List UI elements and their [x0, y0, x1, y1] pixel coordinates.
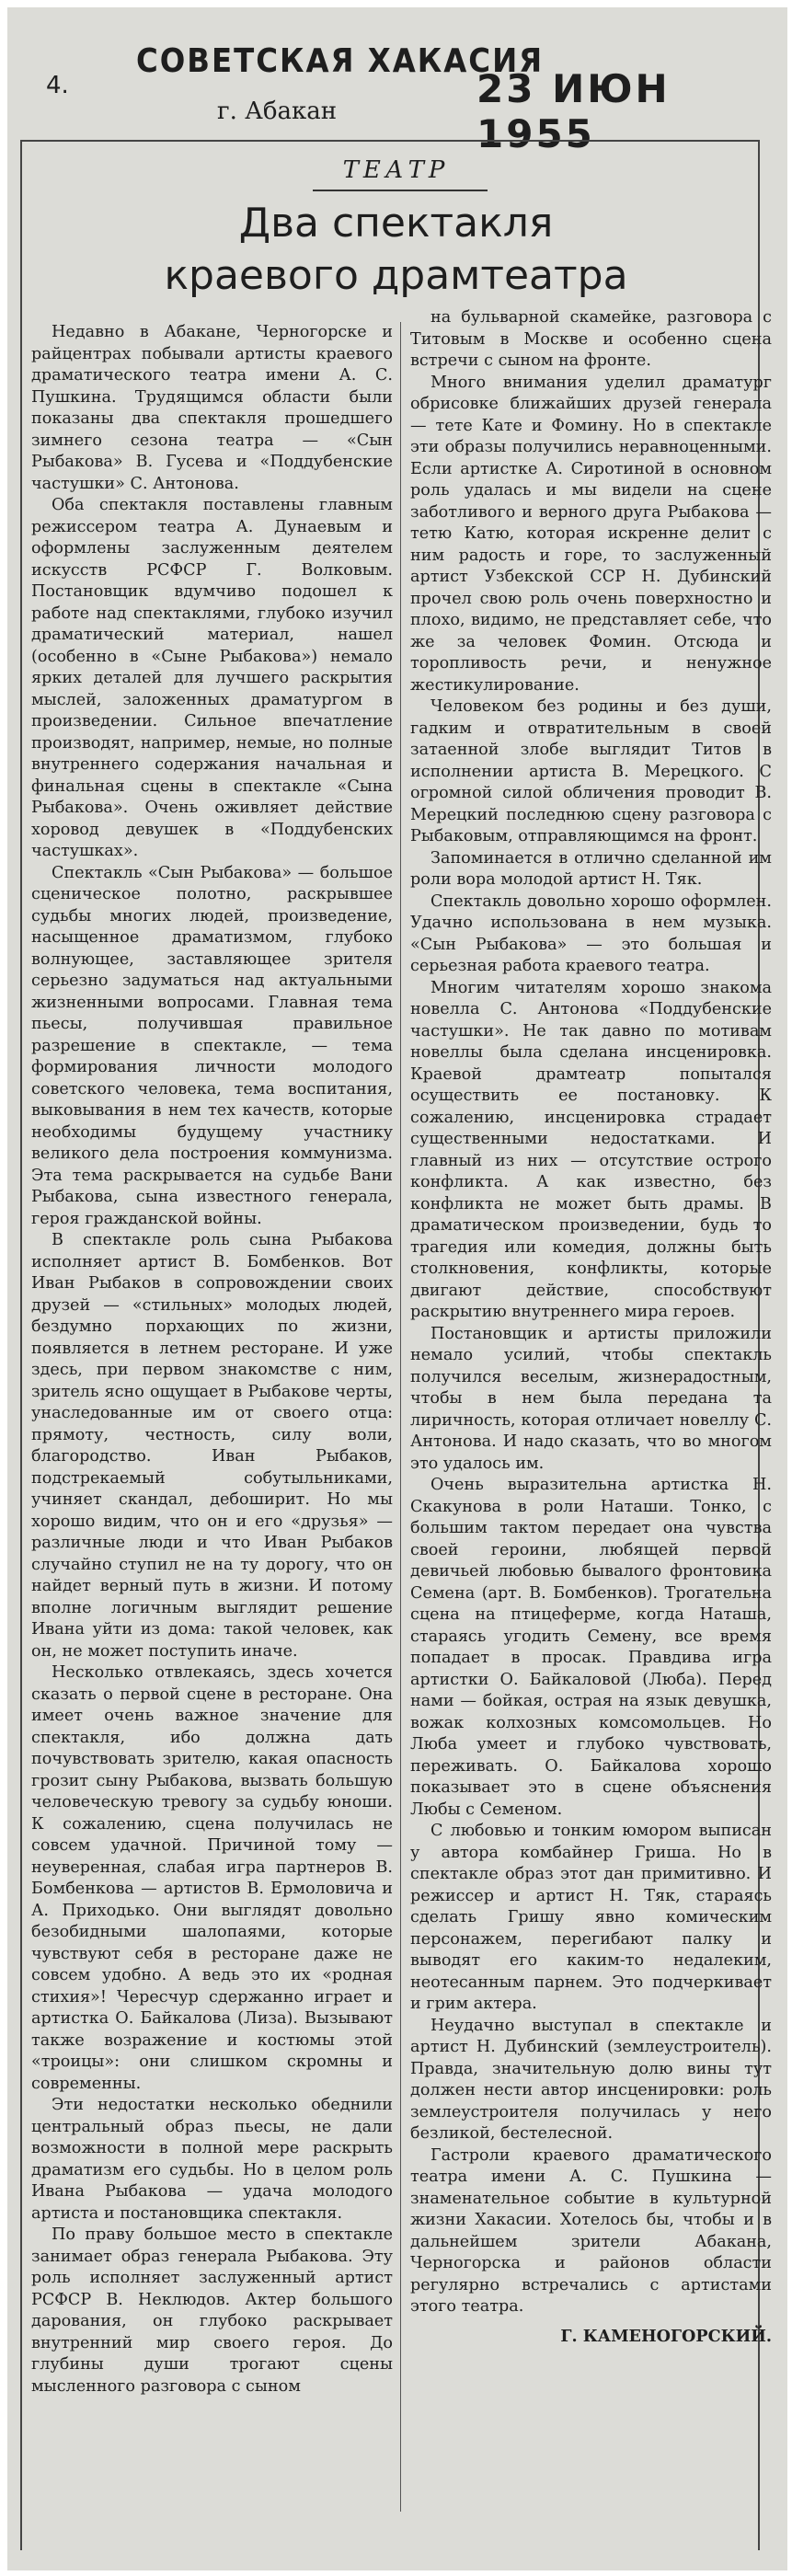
title-line-2: краевого драмтеатра: [164, 252, 628, 299]
paragraph: Многим читателям хорошо знакома новелла С. Антонова «Поддубенские частушки». Не так давно по мотивам новеллы была сделана инсценировка. Краевой драмтеатр попытался осуществить ее постановку. К сожалению, инсценировка страдает существенными недостатками. И главный из них — отсутствие острого конфликта. А как известно, без конфликта не может быть драмы. В драматическом произведении, будь то трагедия или комедия, должны быть столкновения, конфликты, которые двигают действие, способствуют раскрытию внутреннего мира героев.: [410, 978, 772, 1321]
paragraph: Очень выразительна артистка Н. Скакунова в роли Наташи. Тонко, с большим тактом передает она чувства своей героини, любящей первой девичьей любовью бывалого фронтовика Семена (арт. В. Бомбенков). Трогательна сцена на птицеферме, когда Наташа, стараясь угодить Семену, все время попадает в просак. Правдива игра артистки О. Байкаловой (Люба). Перед нами — бойкая, острая на язык девушка, вожак колхозных комсомольцев. Но Люба умеет и глубоко чувствовать, переживать. О. Байкалова хорошо показывает это в сцене объяснения Любы с Семеном.: [410, 1476, 772, 1819]
column-divider: [400, 322, 401, 2512]
paragraph: Оба спектакля поставлены главным режиссером театра А. Дунаевым и оформлены заслуженным деятелем искусств РСФСР Г. Волковым. Постановщик вдумчиво подошел к работе над спектаклями, глубоко изучил драматический материал, нашел (особенно в «Сыне Рыбакова») немало ярких деталей для лучшего раскрытия мыслей, заложенных драматургом в произведении. Сильное впечатление производят, например, немые, но полные внутреннего содержания начальная и финальная сцены в спектакле «Сына Рыбакова». Очень оживляет действие хоровод девушек в «Поддубенских частушках».: [31, 496, 393, 860]
city-stamp: г. Абакан: [217, 98, 338, 125]
paragraph: Гастроли краевого драматического театра имени А. С. Пушкина — знаменательное событие в культурной жизни Хакасии. Хотелось бы, чтобы и в дальнейшем зрители Абакана, Черногорска и районов области регулярно встречались с артистами этого театра.: [410, 2145, 772, 2316]
paragraph: Спектакль «Сын Рыбакова» — большое сценическое полотно, раскрывшее судьбы многих людей, произведение, насыщенное драматизмом, глубоко волнующее, заставляющее зрителя серьезно задуматься над актуальными жизненными вопросами. Главная тема пьесы, получившая правильное разрешение в спектакле, — тема формирования личности молодого советского человека, тема воспитания, выковывания в нем тех качеств, которые необходимы будущему участнику великого дела построения коммунизма. Эта тема раскрывается на судьбе Вани Рыбакова, сына известного генерала, героя гражданской войны.: [31, 863, 393, 1228]
paragraph: По праву большое место в спектакле занимает образ генерала Рыбакова. Эту роль исполняет заслуженный артист РСФСР В. Неклюдов. Актер большого дарования, он глубоко раскрывает внутренний мир своего героя. До глубины души трогают сцены мысленного разговора с сыном: [31, 2225, 393, 2396]
clipping-header: [17, 17, 771, 156]
article-title: [0, 197, 792, 302]
paragraph: С любовью и тонким юмором выписан у автора комбайнер Гриша. Но в спектакле образ этот дан примитивно. И режиссер и артист Н. Тяк, стараясь сделать Гришу явно комическим персонажем, перегибают палку и выводят его каким-то недалеким, неотесанным парнем. Это подчеркивает и грим актера.: [410, 1822, 772, 2013]
archive-reference: 4.: [46, 72, 69, 99]
title-line-1: Два спектакля: [238, 200, 554, 247]
paragraph: Много внимания уделил драматург обрисовке ближайших друзей генерала — тете Кате и Фомину. Но в спектакле эти образы получились неравноценными. Если артистке А. Сиротиной в основном роль удалась и мы видели на сцене заботливого и верного друга Рыбакова — тетю Катю, которая искренне делит с ним радость и горе, то заслуженный артист Узбекской ССР Н. Дубинский прочел свою роль очень поверхностно и плохо, видимо, не представляет себе, что же за человек Фомин. Отсюда и торопливость речи, и ненужное жестикулирование.: [410, 373, 772, 695]
paragraph: Неудачно выступал в спектакле и артист Н. Дубинский (землеустроитель). Правда, значительную долю вины тут должен нести автор инсценировки: роль землеустроителя получилась у него безликой, бестелесной.: [410, 2016, 772, 2143]
rubric-rule: [313, 190, 488, 191]
paragraph: Постановщик и артисты приложили немало усилий, чтобы спектакль получился веселым, жизнерадостным, чтобы в нем была передана та лиричность, которая отличает новеллу С. Антонова. И надо сказать, что во многом это удалось им.: [410, 1324, 772, 1473]
newspaper-name-stamp: СОВЕТСКАЯ ХАКАСИЯ: [136, 42, 545, 80]
paragraph: Запоминается в отлично сделанной им роли вора молодой артист Н. Тяк.: [410, 848, 772, 889]
author-signature: Г. КАМЕНОГОРСКИЙ.: [560, 2326, 772, 2346]
paragraph: Недавно в Абакане, Черногорске и райцентрах побывали артисты краевого драматического театра имени А. С. Пушкина. Трудящимся области были показаны два спектакля прошедшего зимнего сезона театра — «Сын Рыбакова» В. Гусева и «Поддубенские частушки» С. Антонова.: [31, 323, 393, 493]
paragraph: Несколько отвлекаясь, здесь хочется сказать о первой сцене в ресторане. Она имеет очень важное значение для спектакля, ибо должна дать почувствовать зрителю, какая опасность грозит сыну Рыбакова, вызвать большую человеческую тревогу за судьбу юноши. К сожалению, сцена получилась не совсем удачной. Причиной тому — неуверенная, слабая игра партнеров В. Бомбенкова — артистов В. Ермоловича и А. Приходько. Они выглядят довольно безобидными шалопаями, которые чувствуют себя в ресторане даже не совсем удобно. А ведь это их «родная стихия»! Чересчур сдержанно играет и артистка О. Байкалова (Лиза). Вызывают также возражение и костюмы этой «троицы»: они слишком скромны и современны.: [31, 1663, 393, 2093]
date-stamp: 23 ИЮН 1955: [476, 66, 671, 156]
paragraph: на бульварной скамейке, разговора с Титовым в Москве и особенно сцена встречи с сыном на фронте.: [410, 308, 772, 370]
rubric-heading: ТЕАТР: [342, 156, 450, 184]
column-left: [31, 322, 393, 2398]
paragraph: Эти недостатки несколько обеднили центральный образ пьесы, не дали возможности в полной мере раскрыть драматизм его судьбы. Но в целом роль Ивана Рыбакова — удача молодого артиста и постановщика спектакля.: [31, 2096, 393, 2223]
column-right: [410, 307, 772, 2347]
paragraph: В спектакле роль сына Рыбакова исполняет артист В. Бомбенков. Вот Иван Рыбаков в сопровождении своих друзей — «стильных» молодых людей, бездумно порхающих по жизни, появляется в летнем ресторане. И уже здесь, при первом знакомстве с ним, зритель ясно ощущает в Рыбакове черты, унаследованные им от своего отца: прямоту, честность, силу воли, благородство. Иван Рыбаков, подстрекаемый собутыльниками, учиняет скандал, дебоширит. Но мы хорошо видим, что он и его «друзья» — различные люди и что Иван Рыбаков случайно ступил не на ту дорогу, что он найдет верный путь в жизни. И потому вполне логичным выглядит решение Ивана уйти из дома: такой человек, как он, не может поступить иначе.: [31, 1231, 393, 1661]
paragraph: Спектакль довольно хорошо оформлен. Удачно использована в нем музыка. «Сын Рыбакова» — это большая и серьезная работа краевого театра.: [410, 891, 772, 975]
paragraph: Человеком без родины и без души, гадким и отвратительным в своей затаенной злобе выглядит Титов в исполнении артиста В. Мерецкого. С огромной силой обличения проводит В. Мерецкий последнюю сцену разговора с Рыбаковым, отправляющимся на фронт.: [410, 697, 772, 845]
